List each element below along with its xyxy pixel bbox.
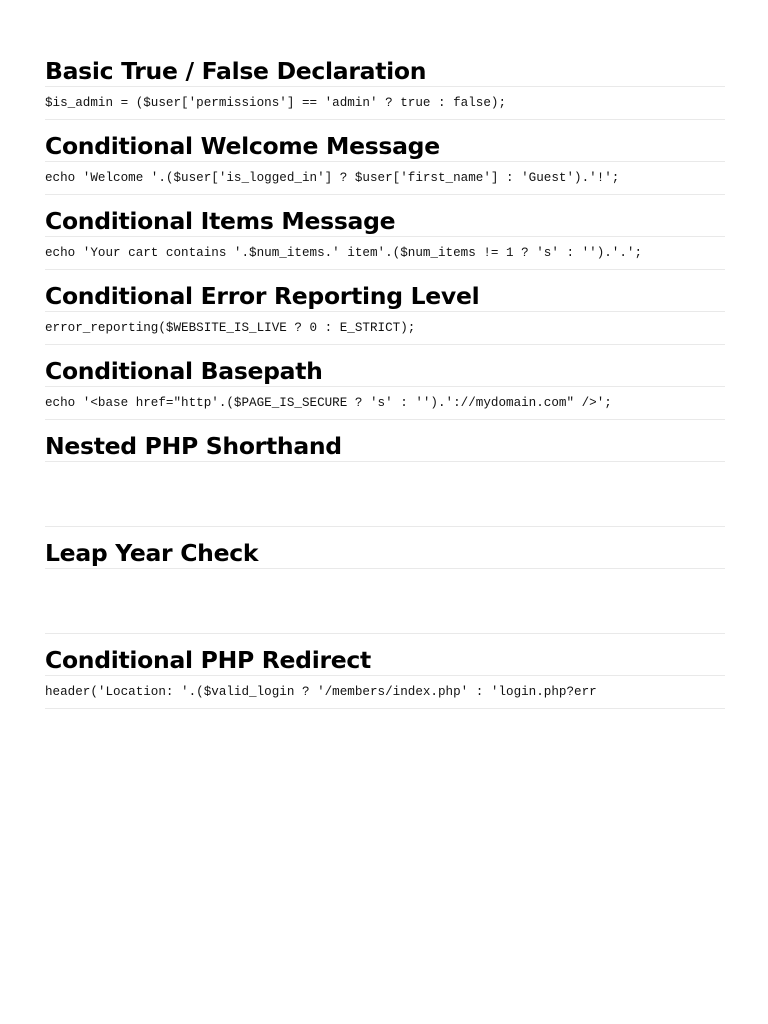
- section-heading: Conditional Items Message: [45, 206, 725, 237]
- code-snippet: [45, 569, 725, 634]
- section-basic-true-false: [45, 56, 725, 120]
- section-heading: Conditional Error Reporting Level: [45, 281, 725, 312]
- code-snippet: header('Location: '.($valid_login ? '/members/index.php' : 'login.php?err: [45, 676, 725, 709]
- section-heading: Leap Year Check: [45, 538, 725, 569]
- code-snippet: $is_admin = ($user['permissions'] == 'admin' ? true : false);: [45, 87, 725, 120]
- section-basepath: [45, 356, 725, 420]
- code-snippet: echo 'Welcome '.($user['is_logged_in'] ? $user['first_name'] : 'Guest').'!';: [45, 162, 725, 195]
- section-heading: Conditional Basepath: [45, 356, 725, 387]
- section-leap-year: [45, 538, 725, 634]
- section-heading: Conditional Welcome Message: [45, 131, 725, 162]
- code-snippet: echo 'Your cart contains '.$num_items.' item'.($num_items != 1 ? 's' : '').'.';: [45, 237, 725, 270]
- section-heading: Nested PHP Shorthand: [45, 431, 725, 462]
- section-heading: Basic True / False Declaration: [45, 56, 725, 87]
- code-snippet: [45, 462, 725, 527]
- section-nested-shorthand: [45, 431, 725, 527]
- section-php-redirect: [45, 645, 725, 709]
- section-conditional-welcome: [45, 131, 725, 195]
- section-conditional-items: [45, 206, 725, 270]
- section-error-reporting: [45, 281, 725, 345]
- code-snippet: echo '<base href="http'.($PAGE_IS_SECURE ? 's' : '').'://mydomain.com" />';: [45, 387, 725, 420]
- section-heading: Conditional PHP Redirect: [45, 645, 725, 676]
- code-snippet: error_reporting($WEBSITE_IS_LIVE ? 0 : E_STRICT);: [45, 312, 725, 345]
